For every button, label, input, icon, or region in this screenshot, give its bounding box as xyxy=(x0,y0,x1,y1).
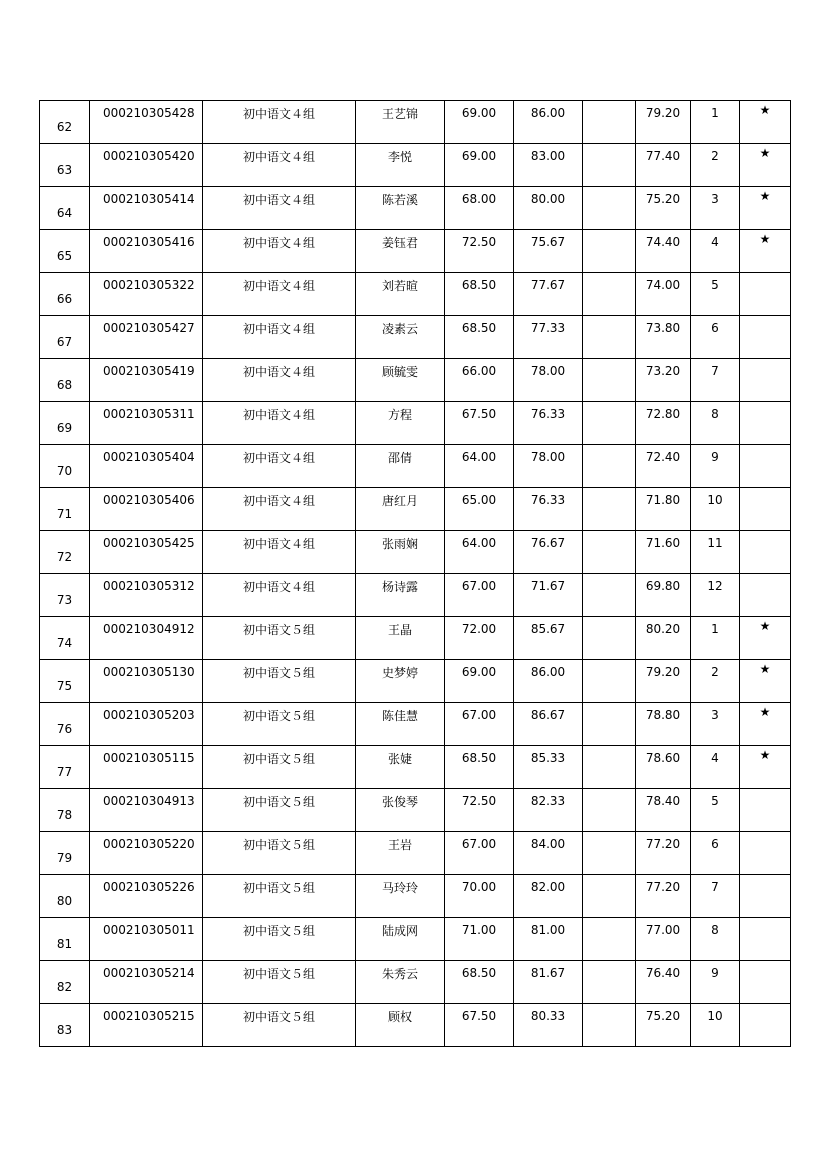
candidate-id: 000210305011 xyxy=(90,918,203,961)
subject-group: 初中语文５组 xyxy=(203,703,356,746)
candidate-name: 顾权 xyxy=(356,1004,445,1047)
interview-score: 86.00 xyxy=(514,101,583,144)
group-rank: 4 xyxy=(691,230,740,273)
row-number: 80 xyxy=(40,875,90,918)
total-score: 75.20 xyxy=(636,187,691,230)
written-score: 68.50 xyxy=(445,746,514,789)
row-number: 78 xyxy=(40,789,90,832)
table-row xyxy=(40,1004,791,1047)
written-score: 66.00 xyxy=(445,359,514,402)
group-rank: 7 xyxy=(691,359,740,402)
table-row xyxy=(40,488,791,531)
row-number: 82 xyxy=(40,961,90,1004)
row-number: 83 xyxy=(40,1004,90,1047)
row-number: 64 xyxy=(40,187,90,230)
candidate-name: 方程 xyxy=(356,402,445,445)
star-icon xyxy=(740,531,791,574)
empty-cell xyxy=(583,488,636,531)
candidate-id: 000210305312 xyxy=(90,574,203,617)
subject-group: 初中语文５组 xyxy=(203,918,356,961)
table-row xyxy=(40,101,791,144)
star-icon: ★ xyxy=(740,703,791,746)
empty-cell xyxy=(583,531,636,574)
empty-cell xyxy=(583,230,636,273)
total-score: 76.40 xyxy=(636,961,691,1004)
candidate-id: 000210305220 xyxy=(90,832,203,875)
row-number: 66 xyxy=(40,273,90,316)
subject-group: 初中语文５组 xyxy=(203,832,356,875)
candidate-id: 000210305406 xyxy=(90,488,203,531)
row-number: 72 xyxy=(40,531,90,574)
row-number: 67 xyxy=(40,316,90,359)
row-number: 62 xyxy=(40,101,90,144)
score-table xyxy=(39,100,791,1047)
interview-score: 77.67 xyxy=(514,273,583,316)
interview-score: 78.00 xyxy=(514,359,583,402)
total-score: 77.20 xyxy=(636,832,691,875)
empty-cell xyxy=(583,359,636,402)
star-icon xyxy=(740,832,791,875)
written-score: 68.50 xyxy=(445,316,514,359)
empty-cell xyxy=(583,746,636,789)
written-score: 68.00 xyxy=(445,187,514,230)
written-score: 69.00 xyxy=(445,144,514,187)
total-score: 79.20 xyxy=(636,660,691,703)
group-rank: 6 xyxy=(691,832,740,875)
candidate-name: 凌素云 xyxy=(356,316,445,359)
candidate-id: 000210305215 xyxy=(90,1004,203,1047)
star-icon xyxy=(740,789,791,832)
candidate-id: 000210305416 xyxy=(90,230,203,273)
candidate-name: 史梦婷 xyxy=(356,660,445,703)
empty-cell xyxy=(583,703,636,746)
interview-score: 76.67 xyxy=(514,531,583,574)
candidate-id: 000210305203 xyxy=(90,703,203,746)
row-number: 81 xyxy=(40,918,90,961)
group-rank: 3 xyxy=(691,703,740,746)
row-number: 70 xyxy=(40,445,90,488)
written-score: 67.50 xyxy=(445,402,514,445)
total-score: 77.00 xyxy=(636,918,691,961)
group-rank: 11 xyxy=(691,531,740,574)
star-icon: ★ xyxy=(740,187,791,230)
table-body xyxy=(40,101,791,1047)
candidate-name: 王晶 xyxy=(356,617,445,660)
subject-group: 初中语文４组 xyxy=(203,402,356,445)
candidate-id: 000210305420 xyxy=(90,144,203,187)
table-row xyxy=(40,273,791,316)
row-number: 77 xyxy=(40,746,90,789)
subject-group: 初中语文４组 xyxy=(203,574,356,617)
empty-cell xyxy=(583,660,636,703)
table-row xyxy=(40,316,791,359)
candidate-name: 陈佳慧 xyxy=(356,703,445,746)
written-score: 67.00 xyxy=(445,574,514,617)
group-rank: 10 xyxy=(691,488,740,531)
total-score: 79.20 xyxy=(636,101,691,144)
interview-score: 80.33 xyxy=(514,1004,583,1047)
candidate-id: 000210305115 xyxy=(90,746,203,789)
group-rank: 1 xyxy=(691,617,740,660)
interview-score: 76.33 xyxy=(514,402,583,445)
candidate-name: 杨诗露 xyxy=(356,574,445,617)
row-number: 71 xyxy=(40,488,90,531)
group-rank: 5 xyxy=(691,273,740,316)
interview-score: 81.00 xyxy=(514,918,583,961)
candidate-id: 000210305414 xyxy=(90,187,203,230)
candidate-name: 陆成网 xyxy=(356,918,445,961)
written-score: 72.50 xyxy=(445,230,514,273)
table-row xyxy=(40,660,791,703)
star-icon xyxy=(740,875,791,918)
written-score: 64.00 xyxy=(445,445,514,488)
subject-group: 初中语文４组 xyxy=(203,230,356,273)
subject-group: 初中语文４组 xyxy=(203,187,356,230)
interview-score: 85.33 xyxy=(514,746,583,789)
candidate-id: 000210305428 xyxy=(90,101,203,144)
interview-score: 82.33 xyxy=(514,789,583,832)
group-rank: 8 xyxy=(691,402,740,445)
subject-group: 初中语文５组 xyxy=(203,961,356,1004)
total-score: 80.20 xyxy=(636,617,691,660)
star-icon xyxy=(740,1004,791,1047)
table-row xyxy=(40,144,791,187)
written-score: 65.00 xyxy=(445,488,514,531)
candidate-id: 000210305226 xyxy=(90,875,203,918)
table-row xyxy=(40,574,791,617)
empty-cell xyxy=(583,144,636,187)
subject-group: 初中语文４组 xyxy=(203,359,356,402)
empty-cell xyxy=(583,617,636,660)
total-score: 72.40 xyxy=(636,445,691,488)
table-row xyxy=(40,918,791,961)
empty-cell xyxy=(583,101,636,144)
group-rank: 12 xyxy=(691,574,740,617)
row-number: 74 xyxy=(40,617,90,660)
total-score: 78.60 xyxy=(636,746,691,789)
candidate-name: 邵倩 xyxy=(356,445,445,488)
candidate-id: 000210305425 xyxy=(90,531,203,574)
group-rank: 8 xyxy=(691,918,740,961)
table-row xyxy=(40,445,791,488)
candidate-name: 陈若溪 xyxy=(356,187,445,230)
written-score: 72.00 xyxy=(445,617,514,660)
candidate-id: 000210305404 xyxy=(90,445,203,488)
candidate-id: 000210305427 xyxy=(90,316,203,359)
row-number: 69 xyxy=(40,402,90,445)
group-rank: 3 xyxy=(691,187,740,230)
star-icon xyxy=(740,359,791,402)
written-score: 71.00 xyxy=(445,918,514,961)
star-icon xyxy=(740,574,791,617)
candidate-name: 王艺锦 xyxy=(356,101,445,144)
empty-cell xyxy=(583,402,636,445)
row-number: 75 xyxy=(40,660,90,703)
group-rank: 4 xyxy=(691,746,740,789)
star-icon: ★ xyxy=(740,660,791,703)
written-score: 70.00 xyxy=(445,875,514,918)
table-row xyxy=(40,961,791,1004)
group-rank: 2 xyxy=(691,660,740,703)
empty-cell xyxy=(583,918,636,961)
subject-group: 初中语文４组 xyxy=(203,531,356,574)
subject-group: 初中语文４组 xyxy=(203,445,356,488)
empty-cell xyxy=(583,961,636,1004)
group-rank: 9 xyxy=(691,961,740,1004)
interview-score: 78.00 xyxy=(514,445,583,488)
row-number: 65 xyxy=(40,230,90,273)
star-icon xyxy=(740,918,791,961)
written-score: 69.00 xyxy=(445,101,514,144)
star-icon xyxy=(740,961,791,1004)
total-score: 73.80 xyxy=(636,316,691,359)
interview-score: 83.00 xyxy=(514,144,583,187)
subject-group: 初中语文５组 xyxy=(203,789,356,832)
interview-score: 81.67 xyxy=(514,961,583,1004)
written-score: 67.00 xyxy=(445,832,514,875)
total-score: 71.60 xyxy=(636,531,691,574)
written-score: 67.50 xyxy=(445,1004,514,1047)
candidate-id: 000210305130 xyxy=(90,660,203,703)
table-row xyxy=(40,617,791,660)
star-icon xyxy=(740,445,791,488)
group-rank: 2 xyxy=(691,144,740,187)
candidate-name: 张婕 xyxy=(356,746,445,789)
star-icon: ★ xyxy=(740,746,791,789)
subject-group: 初中语文４组 xyxy=(203,273,356,316)
row-number: 79 xyxy=(40,832,90,875)
written-score: 67.00 xyxy=(445,703,514,746)
interview-score: 86.67 xyxy=(514,703,583,746)
table-row xyxy=(40,746,791,789)
candidate-name: 张俊琴 xyxy=(356,789,445,832)
row-number: 76 xyxy=(40,703,90,746)
subject-group: 初中语文５组 xyxy=(203,875,356,918)
table-row xyxy=(40,789,791,832)
table-row xyxy=(40,359,791,402)
written-score: 69.00 xyxy=(445,660,514,703)
written-score: 72.50 xyxy=(445,789,514,832)
star-icon xyxy=(740,402,791,445)
star-icon: ★ xyxy=(740,230,791,273)
table-row xyxy=(40,703,791,746)
interview-score: 82.00 xyxy=(514,875,583,918)
star-icon xyxy=(740,488,791,531)
candidate-name: 王岩 xyxy=(356,832,445,875)
total-score: 78.40 xyxy=(636,789,691,832)
row-number: 68 xyxy=(40,359,90,402)
total-score: 72.80 xyxy=(636,402,691,445)
candidate-name: 姜钰君 xyxy=(356,230,445,273)
interview-score: 76.33 xyxy=(514,488,583,531)
interview-score: 71.67 xyxy=(514,574,583,617)
interview-score: 85.67 xyxy=(514,617,583,660)
empty-cell xyxy=(583,273,636,316)
subject-group: 初中语文４组 xyxy=(203,316,356,359)
total-score: 75.20 xyxy=(636,1004,691,1047)
empty-cell xyxy=(583,832,636,875)
group-rank: 1 xyxy=(691,101,740,144)
star-icon: ★ xyxy=(740,617,791,660)
candidate-name: 李悦 xyxy=(356,144,445,187)
table-row xyxy=(40,875,791,918)
total-score: 73.20 xyxy=(636,359,691,402)
written-score: 64.00 xyxy=(445,531,514,574)
group-rank: 9 xyxy=(691,445,740,488)
row-number: 63 xyxy=(40,144,90,187)
candidate-id: 000210305322 xyxy=(90,273,203,316)
subject-group: 初中语文５组 xyxy=(203,1004,356,1047)
candidate-name: 张雨娴 xyxy=(356,531,445,574)
subject-group: 初中语文４组 xyxy=(203,101,356,144)
group-rank: 7 xyxy=(691,875,740,918)
candidate-id: 000210305214 xyxy=(90,961,203,1004)
interview-score: 75.67 xyxy=(514,230,583,273)
interview-score: 86.00 xyxy=(514,660,583,703)
group-rank: 10 xyxy=(691,1004,740,1047)
star-icon: ★ xyxy=(740,101,791,144)
total-score: 74.40 xyxy=(636,230,691,273)
empty-cell xyxy=(583,445,636,488)
total-score: 71.80 xyxy=(636,488,691,531)
empty-cell xyxy=(583,316,636,359)
total-score: 69.80 xyxy=(636,574,691,617)
candidate-name: 刘若暄 xyxy=(356,273,445,316)
empty-cell xyxy=(583,574,636,617)
total-score: 77.20 xyxy=(636,875,691,918)
written-score: 68.50 xyxy=(445,961,514,1004)
candidate-id: 000210305419 xyxy=(90,359,203,402)
interview-score: 77.33 xyxy=(514,316,583,359)
star-icon xyxy=(740,273,791,316)
empty-cell xyxy=(583,1004,636,1047)
candidate-id: 000210305311 xyxy=(90,402,203,445)
written-score: 68.50 xyxy=(445,273,514,316)
subject-group: 初中语文４组 xyxy=(203,488,356,531)
subject-group: 初中语文５组 xyxy=(203,660,356,703)
total-score: 78.80 xyxy=(636,703,691,746)
subject-group: 初中语文５组 xyxy=(203,617,356,660)
subject-group: 初中语文４组 xyxy=(203,144,356,187)
table-row xyxy=(40,230,791,273)
table-row xyxy=(40,187,791,230)
interview-score: 80.00 xyxy=(514,187,583,230)
empty-cell xyxy=(583,789,636,832)
row-number: 73 xyxy=(40,574,90,617)
total-score: 74.00 xyxy=(636,273,691,316)
table-row xyxy=(40,531,791,574)
group-rank: 5 xyxy=(691,789,740,832)
subject-group: 初中语文５组 xyxy=(203,746,356,789)
table-row xyxy=(40,402,791,445)
candidate-name: 朱秀云 xyxy=(356,961,445,1004)
candidate-name: 唐红月 xyxy=(356,488,445,531)
table-row xyxy=(40,832,791,875)
star-icon xyxy=(740,316,791,359)
empty-cell xyxy=(583,875,636,918)
candidate-id: 000210304913 xyxy=(90,789,203,832)
total-score: 77.40 xyxy=(636,144,691,187)
empty-cell xyxy=(583,187,636,230)
group-rank: 6 xyxy=(691,316,740,359)
candidate-id: 000210304912 xyxy=(90,617,203,660)
candidate-name: 顾毓雯 xyxy=(356,359,445,402)
interview-score: 84.00 xyxy=(514,832,583,875)
candidate-name: 马玲玲 xyxy=(356,875,445,918)
star-icon: ★ xyxy=(740,144,791,187)
